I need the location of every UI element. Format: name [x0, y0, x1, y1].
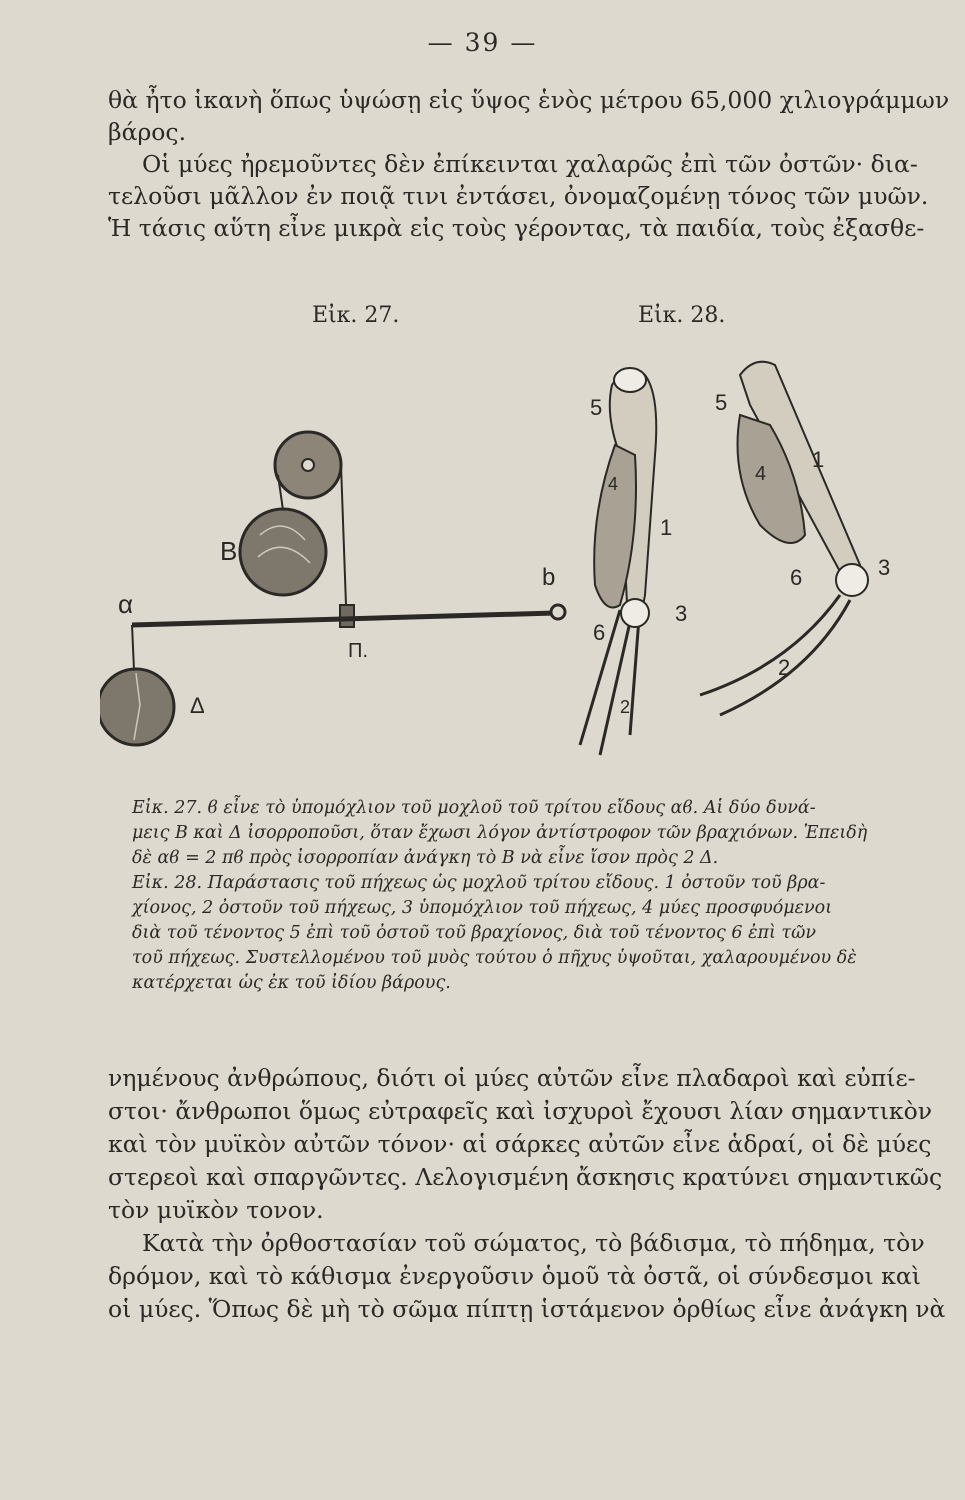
text-line: οἱ μύες. Ὅπως δὲ μὴ τὸ σῶμα πίπτῃ ἱστάμενον ὀρθίως εἶνε ἀνάγκη νὰ [108, 1295, 946, 1323]
label-b-4: 4 [755, 463, 767, 485]
paragraph-bottom [108, 1062, 946, 1326]
label-a-4: 4 [608, 474, 619, 494]
label-delta: Δ [190, 693, 205, 718]
label-b-1: 1 [812, 447, 825, 472]
text-line: στοι· ἄνθρωποι ὅμως εὐτραφεῖς καὶ ἰσχυροὶ ἔχουσι λίαν σημαντικὸν [108, 1097, 933, 1125]
weight-b [240, 509, 326, 595]
text-line: θὰ ἦτο ἱκανὴ ὅπως ὑψώσῃ εἰς ὕψος ἑνὸς μέτρου 65,000 χιλιογράμμων [108, 86, 950, 114]
fulcrum-pi [340, 605, 354, 627]
label-a-1: 1 [660, 515, 673, 540]
page-number: — 39 — [427, 28, 538, 57]
text-line: τελοῦσι μᾶλλον ἐν ποιᾷ τινι ἐντάσει, ὀνομαζομένῃ τόνος τῶν μυῶν. [108, 182, 929, 210]
figure-27-label: Εἰκ. 27. [312, 303, 400, 328]
label-beta: Β [220, 536, 238, 566]
caption-line: διὰ τοῦ τένοντος 5 ἐπὶ τοῦ ὀστοῦ τοῦ βραχίονος, διὰ τοῦ τένοντος 6 ἐπὶ τῶν [132, 923, 817, 943]
caption-line: δὲ αϐ = 2 πϐ πρὸς ἰσορροπίαν ἀνάγκη τὸ Β νὰ εἶνε ἴσον πρὸς 2 Δ. [132, 848, 719, 868]
paragraph-top [108, 84, 950, 244]
label-a-6: 6 [593, 620, 606, 645]
text-line: νημένους ἀνθρώπους, διότι οἱ μύες αὐτῶν εἶνε πλαδαροὶ καὶ εὐπίε- [108, 1064, 916, 1092]
label-b-2: 2 [778, 655, 791, 680]
figure-28-arm-straight [580, 368, 656, 755]
elbow-joint [836, 564, 868, 596]
weight-d-cord [132, 625, 134, 670]
figure-28-label: Εἰκ. 28. [638, 303, 726, 328]
figure-caption [132, 796, 912, 996]
caption-line: κατέρχεται ὡς ἐκ τοῦ ἰδίου βάρους. [132, 973, 451, 993]
label-a-3: 3 [675, 601, 688, 626]
text-line: Οἱ μύες ἠρεμοῦντες δὲν ἐπίκεινται χαλαρῶς ἐπὶ τῶν ὀστῶν· δια- [142, 150, 918, 178]
humerus-head [614, 368, 646, 392]
text-line: Κατὰ τὴν ὀρθοστασίαν τοῦ σώματος, τὸ βάδισμα, τὸ πήδημα, τὸν [142, 1229, 925, 1257]
label-a-2: 2 [620, 697, 631, 717]
caption-line: τοῦ πήχεως. Συστελλομένου τοῦ μυὸς τούτου ὁ πῆχυς ὑψοῦται, χαλαρουμένου δὲ [132, 948, 857, 968]
lever-end-b [551, 605, 565, 619]
text-line: στερεοὶ καὶ σπαργῶντες. Λελογισμένη ἄσκησις κρατύνει σημαντικῶς [108, 1163, 943, 1191]
text-line: δρόμον, καὶ τὸ κάθισμα ἐνεργοῦσιν ὁμοῦ τὰ ὀστᾶ, οἱ σύνδεσμοι καὶ [108, 1262, 921, 1290]
forearm-bones [700, 595, 850, 715]
label-b-5: 5 [715, 390, 728, 415]
label-b: b [542, 564, 556, 591]
caption-line: Εἰκ. 27. ϐ εἶνε τὸ ὑπομόχλιον τοῦ μοχλοῦ τοῦ τρίτου εἴδους αϐ. Αἱ δύο δυνά- [132, 798, 816, 818]
text-line: βάρος. [108, 118, 187, 146]
caption-line: Εἰκ. 28. Παράστασις τοῦ πήχεως ὡς μοχλοῦ τρίτου εἴδους. 1 ὀστοῦν τοῦ βρα- [132, 873, 826, 893]
label-b-6: 6 [790, 565, 803, 590]
forearm-bones [580, 605, 640, 755]
label-b-3: 3 [878, 555, 891, 580]
caption-line: μεις Β καὶ Δ ἰσορροποῦσι, ὅταν ἔχωσι λόγον ἀντίστροφον τῶν βραχιόνων. Ἐπειδὴ [132, 823, 868, 843]
text-line: καὶ τὸν μυϊκὸν αὐτῶν τόνον· αἱ σάρκες αὐτῶν εἶνε ἁδραί, οἱ δὲ μύες [108, 1130, 932, 1158]
label-alpha: α [118, 589, 134, 619]
figure-27-lever-diagram [100, 432, 565, 745]
caption-line: χίονος, 2 ὀστοῦν τοῦ πήχεως, 3 ὑπομόχλιον τοῦ πήχεως, 4 μύες προσφυόμενοι [132, 898, 833, 918]
label-a-5: 5 [590, 395, 603, 420]
label-pi: Π. [348, 640, 368, 662]
text-line: Ἡ τάσις αὕτη εἶνε μικρὰ εἰς τοὺς γέροντας, τὰ παιδία, τοὺς ἐξασθε- [108, 214, 925, 242]
elbow-joint [621, 599, 649, 627]
pulley-rope [341, 465, 346, 605]
figures-illustration [100, 335, 920, 795]
text-line: τὸν μυϊκὸν τονον. [108, 1196, 324, 1224]
pulley-axle [302, 459, 314, 471]
